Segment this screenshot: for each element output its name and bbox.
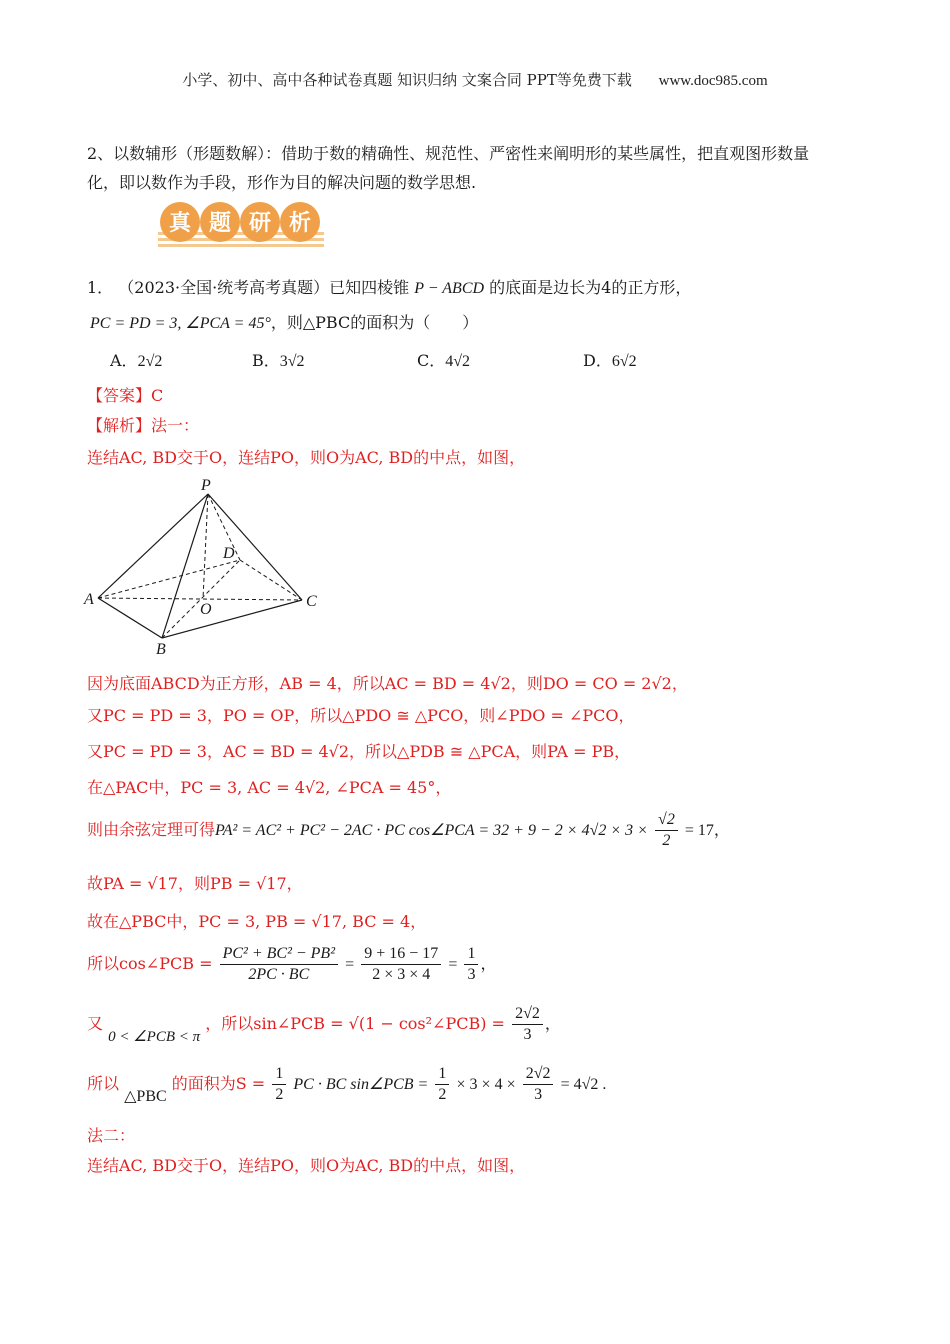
header-banner bbox=[0, 69, 950, 90]
figure-label-p: P bbox=[201, 477, 211, 494]
question-stem-tail: 的底面是边长为4的正方形， bbox=[489, 278, 692, 297]
solution-line-3: 又PC = PD = 3，AC = BD = 4√2，所以△PDB ≅ △PCA，则PA = PB， bbox=[87, 742, 631, 761]
l10-end: = 4√2 . bbox=[560, 1076, 607, 1093]
l9-middle: ，所以sin∠PCB = √(1 − cos²∠PCB) = bbox=[205, 1014, 505, 1033]
intro-line-1: 2、以数辅形（形题数解）：借助于数的精确性、规范性、严密性来阐明形的某些属性，把直观图形数量 bbox=[87, 144, 810, 163]
solution-line-6: 故PA = √17，则PB = √17， bbox=[87, 874, 303, 893]
figure-label-b: B bbox=[156, 641, 166, 656]
badge-char-4: 析 bbox=[288, 211, 312, 236]
question-pyramid: P − ABCD bbox=[414, 280, 485, 297]
l10-fraction-2: $\frac{1}{2}$ bbox=[435, 1064, 449, 1105]
option-a[interactable]: A．2√2 bbox=[110, 351, 163, 370]
question-condition: PC = PD = 3, ∠PCA = 45° bbox=[90, 315, 271, 332]
l9-prefix: 又 bbox=[87, 1014, 104, 1033]
l5-end: = 17， bbox=[684, 822, 730, 839]
section-badge bbox=[158, 200, 324, 252]
solution-line-10 bbox=[87, 1064, 606, 1105]
l5-prefix: 则由余弦定理可得 bbox=[87, 820, 216, 839]
figure-label-a: A bbox=[84, 591, 94, 608]
solution-line-5 bbox=[87, 810, 730, 851]
answer-line bbox=[87, 382, 163, 410]
header-text: 小学、初中、高中各种试卷真题 知识归纳 文案合同 PPT等免费下载 bbox=[182, 71, 632, 89]
question-number: 1． bbox=[87, 278, 114, 297]
solution-line-9: 又 0 < ∠PCB < π ，所以sin∠PCB = √(1 − cos²∠PCB) = $\frac{2√2}{3}$ ， bbox=[87, 1005, 561, 1045]
l10-fraction-3: $\frac{2√2}{3}$ bbox=[523, 1064, 554, 1105]
l9-range: 0 < ∠PCB < π bbox=[108, 1029, 201, 1045]
pyramid-figure bbox=[80, 476, 330, 660]
analysis-connect-1: 连结AC, BD交于O，连结PO，则O为AC, BD的中点，如图， bbox=[87, 448, 526, 467]
badge-char-1: 真 bbox=[168, 211, 192, 236]
solution-line-4: 在△PAC中，PC = 3, AC = 4√2, ∠PCA = 45°， bbox=[87, 778, 452, 797]
figure-label-o: O bbox=[200, 601, 212, 618]
solution-line-8: 所以cos∠PCB = $\frac{\text{PC² + BC² − PB²}}{2PC \cdot BC}$ = $\frac{9 + 16 - 17}{2 \times 3 \times 4}$ = $\frac{1}{3}$ ， bbox=[87, 945, 497, 983]
intro-line-2: 化，即以数作为手段，形作为目的解决问题的数学思想. bbox=[87, 173, 477, 192]
figure-label-d: D bbox=[223, 545, 235, 562]
l5-fraction: $\frac{√2}{2}$ bbox=[655, 810, 678, 851]
analysis-method-2: 法二： bbox=[87, 1126, 136, 1145]
header-site-link[interactable]: www.doc985.com bbox=[658, 73, 768, 89]
solution-line-2: 又PC = PD = 3，PO = OP，所以△PDO ≅ △PCO，则∠PDO = ∠PCO， bbox=[87, 706, 635, 725]
answer-label: 【答案】 bbox=[87, 386, 152, 405]
solution-line-7: 故在△PBC中，PC = 3, PB = √17, BC = 4， bbox=[87, 912, 427, 931]
l8-prefix: 所以cos∠PCB = bbox=[87, 954, 213, 973]
l8-fraction-3: $\frac{1}{3}$ bbox=[464, 944, 478, 985]
badge-char-2: 题 bbox=[208, 211, 232, 236]
question-line-2 bbox=[90, 309, 478, 338]
question-ask: ，则△PBC的面积为（ ） bbox=[270, 313, 479, 332]
l10-expression: PC · BC sin∠PCB = bbox=[293, 1076, 429, 1093]
l10-triangle: △PBC bbox=[124, 1088, 167, 1105]
l5-expression: PA² = AC² + PC² − 2AC · PC cos∠PCA = 32 + 9 − 2 × 4√2 × 3 × bbox=[215, 822, 648, 839]
option-b[interactable]: B．3√2 bbox=[252, 351, 305, 370]
l8-fraction-2: $\frac{9 + 16 - 17}{2 \times 3 \times 4}$ bbox=[361, 944, 441, 985]
analysis-method-1: 法一： bbox=[151, 416, 200, 435]
l9-fraction: $\frac{2√2}{3}$ bbox=[512, 1004, 543, 1045]
l8-fraction-1: $\frac{\text{PC² + BC² − PB²}}{2PC \cdot BC}$ bbox=[220, 944, 338, 985]
badge-char-3: 研 bbox=[248, 211, 272, 236]
l10-middle: 的面积为S = bbox=[171, 1074, 266, 1093]
l10-fraction-1: $\frac{1}{2}$ bbox=[272, 1064, 286, 1105]
figure-label-c: C bbox=[306, 593, 317, 610]
option-c[interactable]: C．4√2 bbox=[417, 351, 471, 370]
option-d[interactable]: D．6√2 bbox=[583, 351, 637, 370]
analysis-heading bbox=[87, 412, 199, 440]
question-source: （2023·全国·统考高考真题）已知四棱锥 bbox=[118, 278, 410, 297]
l10-expression-2: × 3 × 4 × bbox=[456, 1076, 516, 1093]
solution-line-1: 因为底面ABCD为正方形，AB = 4，所以AC = BD = 4√2，则DO = CO = 2√2， bbox=[87, 674, 688, 693]
analysis-connect-2: 连结AC, BD交于O，连结PO，则O为AC, BD的中点，如图， bbox=[87, 1156, 526, 1175]
l10-prefix: 所以 bbox=[87, 1074, 120, 1093]
answer-value: C bbox=[151, 386, 164, 405]
analysis-label: 【解析】 bbox=[87, 416, 152, 435]
question-line-1 bbox=[87, 274, 691, 303]
